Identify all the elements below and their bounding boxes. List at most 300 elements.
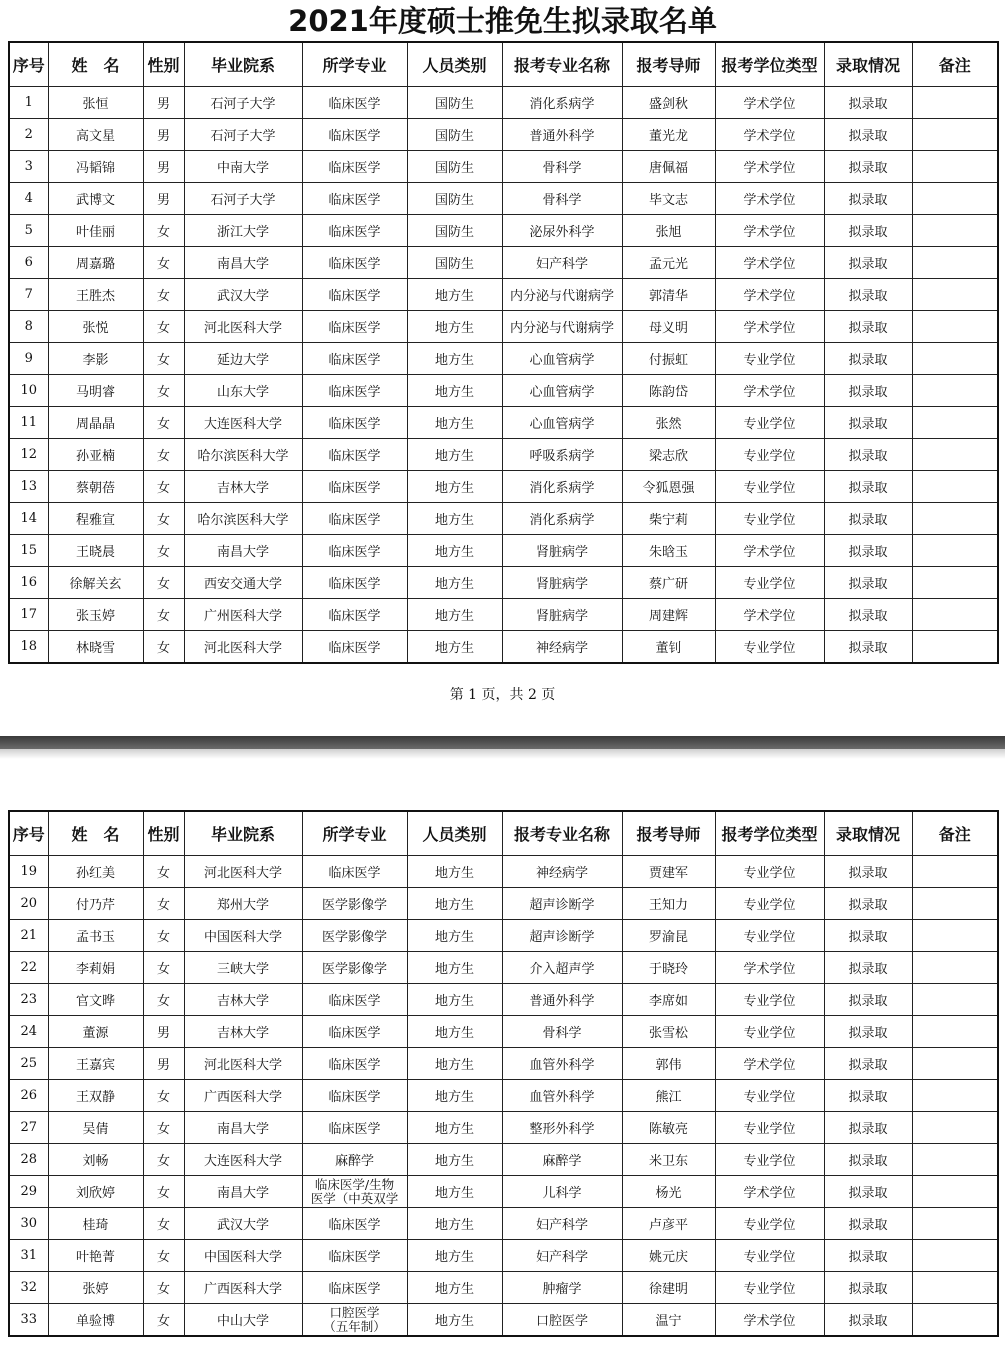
cell-remarks — [912, 439, 998, 471]
table-row — [9, 183, 998, 215]
cell-remarks — [912, 247, 998, 279]
cell-status: 拟录取 — [824, 856, 912, 888]
table-row — [9, 1112, 998, 1144]
cell-name: 王嘉宾 — [48, 1048, 143, 1080]
cell-school: 河北医科大学 — [184, 1048, 302, 1080]
cell-remarks — [912, 1304, 998, 1337]
cell-gender: 女 — [143, 247, 184, 279]
cell-school: 中山大学 — [184, 1304, 302, 1337]
cell-index: 20 — [9, 888, 48, 920]
cell-status: 拟录取 — [824, 1176, 912, 1208]
cell-category: 地方生 — [407, 1080, 502, 1112]
cell-supervisor: 母义明 — [622, 311, 715, 343]
cell-applied-major: 血管外科学 — [502, 1048, 622, 1080]
cell-supervisor: 郭伟 — [622, 1048, 715, 1080]
page-separator-shadow — [0, 749, 1005, 759]
cell-index: 11 — [9, 407, 48, 439]
cell-supervisor: 米卫东 — [622, 1144, 715, 1176]
cell-index: 31 — [9, 1240, 48, 1272]
table-row — [9, 1208, 998, 1240]
table-row — [9, 984, 998, 1016]
cell-degree-type: 专业学位 — [715, 888, 824, 920]
cell-supervisor: 盛剑秋 — [622, 87, 715, 119]
cell-applied-major: 介入超声学 — [502, 952, 622, 984]
cell-major: 临床医学 — [302, 1016, 407, 1048]
cell-status: 拟录取 — [824, 87, 912, 119]
cell-status: 拟录取 — [824, 1144, 912, 1176]
cell-gender: 女 — [143, 1144, 184, 1176]
document-title: 2021年度硕士推免生拟录取名单 — [288, 4, 717, 38]
cell-degree-type: 专业学位 — [715, 920, 824, 952]
cell-remarks — [912, 1240, 998, 1272]
cell-applied-major: 骨科学 — [502, 151, 622, 183]
cell-index: 29 — [9, 1176, 48, 1208]
cell-status: 拟录取 — [824, 471, 912, 503]
cell-school: 吉林大学 — [184, 471, 302, 503]
header-degree-type: 报考学位类型 — [715, 42, 824, 87]
table-row — [9, 1080, 998, 1112]
cell-degree-type: 学术学位 — [715, 119, 824, 151]
cell-text-line: 医学（中英双学 — [310, 1190, 399, 1206]
cell-school: 中国医科大学 — [184, 1240, 302, 1272]
cell-category: 地方生 — [407, 984, 502, 1016]
cell-major: 临床医学 — [302, 311, 407, 343]
cell-supervisor: 陈韵岱 — [622, 375, 715, 407]
cell-degree-type: 学术学位 — [715, 535, 824, 567]
cell-supervisor: 梁志欣 — [622, 439, 715, 471]
header-category: 人员类别 — [407, 811, 502, 856]
cell-name: 张玉婷 — [48, 599, 143, 631]
cell-supervisor: 李席如 — [622, 984, 715, 1016]
cell-index: 22 — [9, 952, 48, 984]
cell-gender: 男 — [143, 1016, 184, 1048]
cell-status: 拟录取 — [824, 599, 912, 631]
table-row — [9, 1016, 998, 1048]
cell-name: 叶佳丽 — [48, 215, 143, 247]
cell-gender: 女 — [143, 1208, 184, 1240]
cell-name: 程雅宣 — [48, 503, 143, 535]
cell-remarks — [912, 856, 998, 888]
cell-index: 21 — [9, 920, 48, 952]
cell-status: 拟录取 — [824, 1272, 912, 1304]
cell-major: 临床医学 — [302, 183, 407, 215]
header-index: 序号 — [9, 811, 48, 856]
cell-category: 地方生 — [407, 407, 502, 439]
table-row — [9, 279, 998, 311]
cell-school: 大连医科大学 — [184, 407, 302, 439]
cell-applied-major: 儿科学 — [502, 1176, 622, 1208]
table-row — [9, 87, 998, 119]
cell-applied-major: 神经病学 — [502, 856, 622, 888]
cell-category: 地方生 — [407, 567, 502, 599]
cell-degree-type: 专业学位 — [715, 343, 824, 375]
cell-remarks — [912, 1208, 998, 1240]
cell-status: 拟录取 — [824, 343, 912, 375]
cell-name: 李影 — [48, 343, 143, 375]
header-status: 录取情况 — [824, 811, 912, 856]
cell-remarks — [912, 1144, 998, 1176]
cell-text-line: （五年制） — [323, 1318, 386, 1334]
cell-category: 地方生 — [407, 439, 502, 471]
cell-major: 临床医学 — [302, 87, 407, 119]
cell-status: 拟录取 — [824, 1240, 912, 1272]
cell-name: 吴倩 — [48, 1112, 143, 1144]
cell-name: 孟书玉 — [48, 920, 143, 952]
cell-applied-major: 心血管病学 — [502, 343, 622, 375]
cell-remarks — [912, 631, 998, 664]
cell-index: 1 — [9, 87, 48, 119]
cell-school: 石河子大学 — [184, 87, 302, 119]
cell-remarks — [912, 1016, 998, 1048]
cell-degree-type: 学术学位 — [715, 151, 824, 183]
cell-major: 临床医学 — [302, 1048, 407, 1080]
table-body — [9, 856, 998, 1337]
table-row — [9, 311, 998, 343]
cell-index: 18 — [9, 631, 48, 664]
cell-name: 官文晔 — [48, 984, 143, 1016]
cell-index: 27 — [9, 1112, 48, 1144]
cell-applied-major: 妇产科学 — [502, 247, 622, 279]
cell-supervisor: 张旭 — [622, 215, 715, 247]
cell-school: 西安交通大学 — [184, 567, 302, 599]
cell-category: 地方生 — [407, 1048, 502, 1080]
cell-degree-type: 学术学位 — [715, 215, 824, 247]
cell-remarks — [912, 375, 998, 407]
cell-degree-type: 学术学位 — [715, 247, 824, 279]
cell-degree-type: 学术学位 — [715, 279, 824, 311]
cell-applied-major: 心血管病学 — [502, 375, 622, 407]
cell-status: 拟录取 — [824, 920, 912, 952]
cell-category: 国防生 — [407, 247, 502, 279]
cell-index: 5 — [9, 215, 48, 247]
cell-supervisor: 卢彦平 — [622, 1208, 715, 1240]
cell-supervisor: 柴宁莉 — [622, 503, 715, 535]
cell-remarks — [912, 279, 998, 311]
cell-index: 23 — [9, 984, 48, 1016]
cell-gender: 女 — [143, 1112, 184, 1144]
cell-category: 地方生 — [407, 279, 502, 311]
cell-category: 地方生 — [407, 888, 502, 920]
cell-status: 拟录取 — [824, 984, 912, 1016]
header-name: 姓 名 — [48, 42, 143, 87]
header-supervisor: 报考导师 — [622, 42, 715, 87]
cell-applied-major: 妇产科学 — [502, 1208, 622, 1240]
cell-major: 临床医学 — [302, 407, 407, 439]
cell-gender: 女 — [143, 279, 184, 311]
cell-index: 30 — [9, 1208, 48, 1240]
cell-school: 大连医科大学 — [184, 1144, 302, 1176]
cell-applied-major: 呼吸系病学 — [502, 439, 622, 471]
cell-gender: 女 — [143, 1272, 184, 1304]
cell-applied-major: 消化系病学 — [502, 87, 622, 119]
cell-applied-major: 超声诊断学 — [502, 888, 622, 920]
cell-supervisor: 付振虹 — [622, 343, 715, 375]
cell-remarks — [912, 503, 998, 535]
table-row — [9, 215, 998, 247]
cell-index: 7 — [9, 279, 48, 311]
table-header-row — [9, 811, 998, 856]
cell-index: 19 — [9, 856, 48, 888]
cell-supervisor: 蔡广研 — [622, 567, 715, 599]
cell-applied-major: 骨科学 — [502, 1016, 622, 1048]
cell-gender: 男 — [143, 87, 184, 119]
cell-name: 张悦 — [48, 311, 143, 343]
cell-major: 临床医学 — [302, 471, 407, 503]
cell-gender: 女 — [143, 1304, 184, 1337]
cell-index: 16 — [9, 567, 48, 599]
cell-gender: 女 — [143, 471, 184, 503]
table-row — [9, 920, 998, 952]
cell-degree-type: 学术学位 — [715, 599, 824, 631]
cell-gender: 男 — [143, 183, 184, 215]
cell-gender: 女 — [143, 439, 184, 471]
cell-applied-major: 麻醉学 — [502, 1144, 622, 1176]
table-row — [9, 599, 998, 631]
cell-school: 河北医科大学 — [184, 311, 302, 343]
header-applied-major: 报考专业名称 — [502, 42, 622, 87]
table-row — [9, 471, 998, 503]
cell-index: 32 — [9, 1272, 48, 1304]
cell-supervisor: 杨光 — [622, 1176, 715, 1208]
cell-name: 王胜杰 — [48, 279, 143, 311]
cell-status: 拟录取 — [824, 567, 912, 599]
cell-category: 地方生 — [407, 1208, 502, 1240]
cell-degree-type: 专业学位 — [715, 1080, 824, 1112]
table-row — [9, 888, 998, 920]
cell-name: 张婷 — [48, 1272, 143, 1304]
table-row — [9, 631, 998, 664]
cell-name: 付乃芹 — [48, 888, 143, 920]
header-gender: 性别 — [143, 811, 184, 856]
cell-remarks — [912, 343, 998, 375]
cell-remarks — [912, 984, 998, 1016]
cell-status: 拟录取 — [824, 1112, 912, 1144]
cell-degree-type: 专业学位 — [715, 984, 824, 1016]
cell-category: 地方生 — [407, 1304, 502, 1337]
cell-school: 南昌大学 — [184, 247, 302, 279]
cell-remarks — [912, 151, 998, 183]
table-row — [9, 1272, 998, 1304]
cell-name: 武博文 — [48, 183, 143, 215]
cell-gender: 女 — [143, 952, 184, 984]
cell-remarks — [912, 87, 998, 119]
table-row — [9, 375, 998, 407]
cell-category: 地方生 — [407, 1016, 502, 1048]
cell-applied-major: 口腔医学 — [502, 1304, 622, 1337]
cell-remarks — [912, 471, 998, 503]
cell-major: 临床医学 — [302, 1208, 407, 1240]
cell-remarks — [912, 952, 998, 984]
cell-category: 地方生 — [407, 856, 502, 888]
cell-gender: 女 — [143, 535, 184, 567]
cell-applied-major: 妇产科学 — [502, 1240, 622, 1272]
cell-status: 拟录取 — [824, 439, 912, 471]
cell-status: 拟录取 — [824, 375, 912, 407]
cell-index: 10 — [9, 375, 48, 407]
cell-applied-major: 消化系病学 — [502, 503, 622, 535]
cell-applied-major: 神经病学 — [502, 631, 622, 664]
table-row — [9, 151, 998, 183]
cell-gender: 女 — [143, 631, 184, 664]
cell-status: 拟录取 — [824, 279, 912, 311]
cell-applied-major: 泌尿外科学 — [502, 215, 622, 247]
cell-status: 拟录取 — [824, 1208, 912, 1240]
cell-index: 33 — [9, 1304, 48, 1337]
cell-remarks — [912, 1112, 998, 1144]
cell-applied-major: 超声诊断学 — [502, 920, 622, 952]
cell-gender: 女 — [143, 375, 184, 407]
cell-gender: 女 — [143, 567, 184, 599]
cell-major: 医学影像学 — [302, 920, 407, 952]
cell-degree-type: 学术学位 — [715, 183, 824, 215]
cell-status: 拟录取 — [824, 1048, 912, 1080]
cell-school: 哈尔滨医科大学 — [184, 503, 302, 535]
header-school: 毕业院系 — [184, 42, 302, 87]
table-row — [9, 343, 998, 375]
cell-gender: 女 — [143, 343, 184, 375]
cell-major: 临床医学 — [302, 984, 407, 1016]
cell-index: 13 — [9, 471, 48, 503]
cell-major: 临床医学 — [302, 439, 407, 471]
cell-category: 地方生 — [407, 471, 502, 503]
page-footer: 第 1 页，共 2 页 — [449, 687, 556, 703]
cell-status: 拟录取 — [824, 952, 912, 984]
cell-name: 刘欣婷 — [48, 1176, 143, 1208]
cell-index: 2 — [9, 119, 48, 151]
cell-remarks — [912, 920, 998, 952]
cell-index: 3 — [9, 151, 48, 183]
cell-index: 12 — [9, 439, 48, 471]
cell-school: 武汉大学 — [184, 1208, 302, 1240]
cell-name: 林晓雪 — [48, 631, 143, 664]
cell-school: 吉林大学 — [184, 1016, 302, 1048]
cell-name: 王晓晨 — [48, 535, 143, 567]
cell-applied-major: 肾脏病学 — [502, 599, 622, 631]
table-row — [9, 407, 998, 439]
cell-applied-major: 普通外科学 — [502, 984, 622, 1016]
header-major: 所学专业 — [302, 42, 407, 87]
cell-major: 临床医学 — [302, 599, 407, 631]
cell-category: 地方生 — [407, 1112, 502, 1144]
cell-major: 麻醉学 — [302, 1144, 407, 1176]
cell-school: 三峡大学 — [184, 952, 302, 984]
cell-supervisor: 姚元庆 — [622, 1240, 715, 1272]
cell-degree-type: 专业学位 — [715, 503, 824, 535]
cell-remarks — [912, 535, 998, 567]
cell-degree-type: 专业学位 — [715, 1240, 824, 1272]
cell-gender: 女 — [143, 311, 184, 343]
cell-supervisor: 徐建明 — [622, 1272, 715, 1304]
cell-name: 孙亚楠 — [48, 439, 143, 471]
cell-status: 拟录取 — [824, 151, 912, 183]
cell-school: 广西医科大学 — [184, 1080, 302, 1112]
cell-major: 临床医学 — [302, 343, 407, 375]
cell-school: 哈尔滨医科大学 — [184, 439, 302, 471]
cell-category: 地方生 — [407, 535, 502, 567]
cell-name: 桂琦 — [48, 1208, 143, 1240]
cell-applied-major: 整形外科学 — [502, 1112, 622, 1144]
table-row — [9, 1176, 998, 1208]
cell-school: 山东大学 — [184, 375, 302, 407]
cell-supervisor: 孟元光 — [622, 247, 715, 279]
cell-status: 拟录取 — [824, 215, 912, 247]
cell-applied-major: 血管外科学 — [502, 1080, 622, 1112]
cell-supervisor: 张雪松 — [622, 1016, 715, 1048]
cell-applied-major: 心血管病学 — [502, 407, 622, 439]
cell-school: 南昌大学 — [184, 535, 302, 567]
cell-gender: 女 — [143, 1240, 184, 1272]
cell-degree-type: 学术学位 — [715, 1048, 824, 1080]
cell-name: 高文星 — [48, 119, 143, 151]
cell-supervisor: 唐佩福 — [622, 151, 715, 183]
cell-name: 冯韬锦 — [48, 151, 143, 183]
cell-name: 徐解关玄 — [48, 567, 143, 599]
cell-name: 孙红美 — [48, 856, 143, 888]
cell-category: 地方生 — [407, 1272, 502, 1304]
cell-supervisor: 张然 — [622, 407, 715, 439]
cell-name: 董源 — [48, 1016, 143, 1048]
cell-status: 拟录取 — [824, 535, 912, 567]
header-name: 姓 名 — [48, 811, 143, 856]
cell-category: 地方生 — [407, 952, 502, 984]
cell-supervisor: 董钊 — [622, 631, 715, 664]
cell-applied-major: 肾脏病学 — [502, 535, 622, 567]
table-row — [9, 119, 998, 151]
cell-status: 拟录取 — [824, 1304, 912, 1337]
cell-category: 国防生 — [407, 119, 502, 151]
cell-index: 4 — [9, 183, 48, 215]
cell-text-line: 临床医学/生物 — [314, 1176, 395, 1192]
cell-gender: 女 — [143, 984, 184, 1016]
table-row — [9, 439, 998, 471]
cell-school: 吉林大学 — [184, 984, 302, 1016]
cell-school: 中南大学 — [184, 151, 302, 183]
cell-school: 南昌大学 — [184, 1112, 302, 1144]
cell-supervisor: 朱晗玉 — [622, 535, 715, 567]
cell-gender: 男 — [143, 119, 184, 151]
cell-major: 临床医学 — [302, 503, 407, 535]
cell-name: 蔡朝蓓 — [48, 471, 143, 503]
cell-gender: 女 — [143, 503, 184, 535]
cell-major: 临床医学 — [302, 1112, 407, 1144]
cell-degree-type: 专业学位 — [715, 1208, 824, 1240]
cell-school: 广西医科大学 — [184, 1272, 302, 1304]
cell-degree-type: 专业学位 — [715, 407, 824, 439]
table-row — [9, 856, 998, 888]
cell-status: 拟录取 — [824, 183, 912, 215]
cell-index: 15 — [9, 535, 48, 567]
cell-index: 25 — [9, 1048, 48, 1080]
cell-status: 拟录取 — [824, 119, 912, 151]
cell-degree-type: 学术学位 — [715, 1176, 824, 1208]
cell-remarks — [912, 1048, 998, 1080]
cell-gender: 女 — [143, 1176, 184, 1208]
cell-major: 临床医学 — [302, 215, 407, 247]
table-row — [9, 503, 998, 535]
header-supervisor: 报考导师 — [622, 811, 715, 856]
cell-major: 临床医学 — [302, 1272, 407, 1304]
header-category: 人员类别 — [407, 42, 502, 87]
cell-degree-type: 学术学位 — [715, 311, 824, 343]
cell-supervisor: 郭清华 — [622, 279, 715, 311]
cell-status: 拟录取 — [824, 407, 912, 439]
cell-gender: 女 — [143, 407, 184, 439]
cell-text-line: 口腔医学 — [329, 1304, 380, 1320]
header-gender: 性别 — [143, 42, 184, 87]
cell-gender: 女 — [143, 215, 184, 247]
header-remarks: 备注 — [912, 42, 998, 87]
cell-major: 临床医学 — [302, 856, 407, 888]
